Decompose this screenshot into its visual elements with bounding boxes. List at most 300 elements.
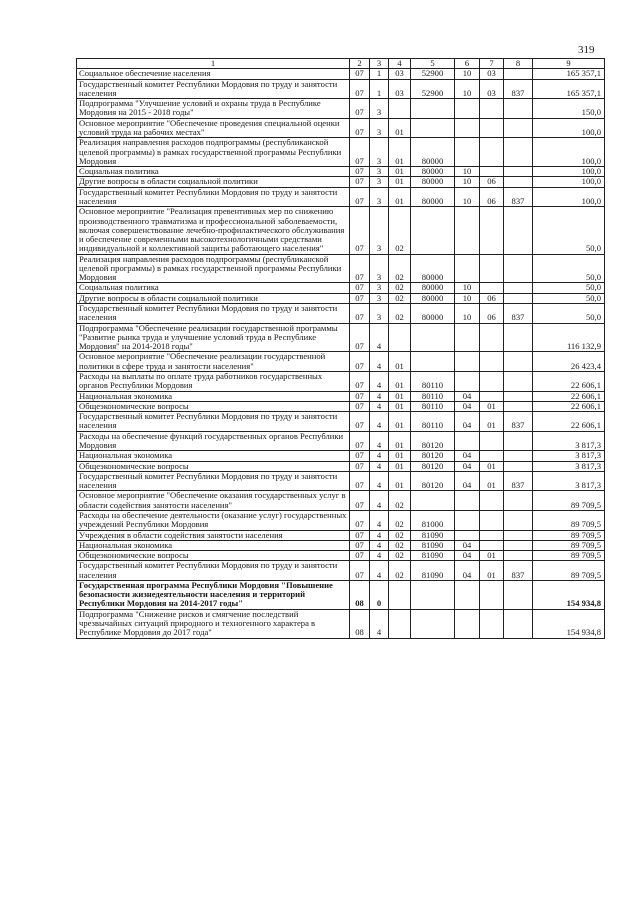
- row-name-cell: Национальная экономика: [77, 540, 350, 550]
- code-cell: [504, 491, 533, 511]
- code-cell: 4: [370, 491, 389, 511]
- code-cell: 06: [480, 187, 504, 207]
- amount-cell: 22 606,1: [533, 401, 605, 411]
- table-row: [77, 167, 605, 177]
- amount-cell: 50,0: [533, 293, 605, 303]
- code-cell: 01: [389, 167, 411, 177]
- code-cell: 837: [504, 79, 533, 99]
- code-cell: [504, 609, 533, 638]
- code-cell: 02: [389, 530, 411, 540]
- code-cell: 04: [455, 391, 480, 401]
- code-cell: [480, 391, 504, 401]
- code-cell: [455, 510, 480, 530]
- row-name-cell: Основное мероприятие "Реализация превентивных мер по снижению производственного травматизма и профессиональной заболеваемости, включая совершенствование лечебно-профилактического обслуживания и обеспечение современными высокотехнологичными средствами индивидуальной и коллективной защиты работающего населения": [77, 207, 350, 254]
- code-cell: 03: [389, 79, 411, 99]
- column-header: 9: [533, 59, 605, 69]
- code-cell: 80120: [411, 461, 455, 471]
- code-cell: [455, 352, 480, 372]
- code-cell: 07: [350, 352, 370, 372]
- amount-cell: 100,0: [533, 118, 605, 138]
- row-name-cell: Учреждения в области содействия занятости населения: [77, 530, 350, 540]
- code-cell: 10: [455, 293, 480, 303]
- code-cell: [504, 540, 533, 550]
- code-cell: 10: [455, 79, 480, 99]
- code-cell: 02: [389, 304, 411, 324]
- code-cell: 3: [370, 283, 389, 293]
- amount-cell: 154 934,8: [533, 580, 605, 609]
- code-cell: [504, 391, 533, 401]
- code-cell: 07: [350, 207, 370, 254]
- code-cell: [480, 510, 504, 530]
- budget-table: [76, 58, 605, 639]
- code-cell: 06: [480, 293, 504, 303]
- table-row: [77, 99, 605, 119]
- code-cell: [389, 323, 411, 352]
- amount-cell: 3 817,3: [533, 451, 605, 461]
- code-cell: 10: [455, 69, 480, 79]
- code-cell: [455, 580, 480, 609]
- code-cell: [504, 323, 533, 352]
- table-row: [77, 431, 605, 451]
- code-cell: 01: [389, 118, 411, 138]
- code-cell: 07: [350, 69, 370, 79]
- amount-cell: 100,0: [533, 177, 605, 187]
- code-cell: 07: [350, 79, 370, 99]
- code-cell: 07: [350, 461, 370, 471]
- code-cell: [455, 99, 480, 119]
- code-cell: 02: [389, 510, 411, 530]
- table-row: [77, 401, 605, 411]
- code-cell: [480, 530, 504, 540]
- code-cell: [455, 372, 480, 392]
- code-cell: [455, 431, 480, 451]
- code-cell: [411, 207, 455, 254]
- amount-cell: 116 132,9: [533, 323, 605, 352]
- code-cell: 10: [455, 167, 480, 177]
- code-cell: 80110: [411, 412, 455, 432]
- row-name-cell: Подпрограмма "Улучшение условий и охраны труда в Республике Мордовия на 2015 - 2018 годы": [77, 99, 350, 119]
- code-cell: 07: [350, 510, 370, 530]
- table-row: [77, 304, 605, 324]
- code-cell: [411, 118, 455, 138]
- code-cell: [455, 609, 480, 638]
- code-cell: 52900: [411, 79, 455, 99]
- row-name-cell: Другие вопросы в области социальной политики: [77, 293, 350, 303]
- code-cell: 4: [370, 510, 389, 530]
- code-cell: 02: [389, 551, 411, 561]
- code-cell: 3: [370, 304, 389, 324]
- amount-cell: 89 709,5: [533, 561, 605, 581]
- code-cell: 01: [480, 401, 504, 411]
- amount-cell: 50,0: [533, 207, 605, 254]
- code-cell: 07: [350, 99, 370, 119]
- amount-cell: 22 606,1: [533, 412, 605, 432]
- amount-cell: 165 357,1: [533, 79, 605, 99]
- code-cell: 07: [350, 254, 370, 283]
- code-cell: [480, 491, 504, 511]
- code-cell: 10: [455, 187, 480, 207]
- code-cell: 4: [370, 540, 389, 550]
- code-cell: 4: [370, 609, 389, 638]
- code-cell: [480, 283, 504, 293]
- amount-cell: 150,0: [533, 99, 605, 119]
- code-cell: 07: [350, 530, 370, 540]
- row-name-cell: Реализация направления расходов подпрограммы (республиканской целевой программы) в рамках государственной программы Республики Мордовия: [77, 138, 350, 167]
- code-cell: 01: [389, 471, 411, 491]
- code-cell: 4: [370, 431, 389, 451]
- code-cell: 07: [350, 167, 370, 177]
- code-cell: [480, 323, 504, 352]
- code-cell: 01: [389, 401, 411, 411]
- code-cell: 3: [370, 177, 389, 187]
- code-cell: [504, 372, 533, 392]
- amount-cell: 26 423,4: [533, 352, 605, 372]
- code-cell: 4: [370, 323, 389, 352]
- code-cell: 01: [480, 461, 504, 471]
- code-cell: 837: [504, 412, 533, 432]
- row-name-cell: Государственный комитет Республики Мордовия по труду и занятости населения: [77, 187, 350, 207]
- code-cell: 07: [350, 372, 370, 392]
- table-row: [77, 372, 605, 392]
- table-row: [77, 138, 605, 167]
- code-cell: 80120: [411, 431, 455, 451]
- code-cell: [411, 323, 455, 352]
- code-cell: 3: [370, 167, 389, 177]
- row-name-cell: Государственный комитет Республики Мордовия по труду и занятости населения: [77, 561, 350, 581]
- code-cell: [455, 491, 480, 511]
- table-row: [77, 412, 605, 432]
- code-cell: 01: [480, 561, 504, 581]
- code-cell: 01: [480, 412, 504, 432]
- code-cell: 80000: [411, 293, 455, 303]
- code-cell: 81090: [411, 530, 455, 540]
- row-name-cell: Государственный комитет Республики Мордовия по труду и занятости населения: [77, 412, 350, 432]
- row-name-cell: Другие вопросы в области социальной политики: [77, 177, 350, 187]
- code-cell: 07: [350, 412, 370, 432]
- code-cell: 10: [455, 177, 480, 187]
- code-cell: 01: [389, 138, 411, 167]
- code-cell: 80000: [411, 187, 455, 207]
- code-cell: [504, 530, 533, 540]
- code-cell: 01: [389, 177, 411, 187]
- code-cell: [480, 431, 504, 451]
- table-row: [77, 352, 605, 372]
- table-body: [77, 69, 605, 638]
- table-row: [77, 609, 605, 638]
- code-cell: 3: [370, 187, 389, 207]
- code-cell: 80000: [411, 167, 455, 177]
- code-cell: 80000: [411, 254, 455, 283]
- code-cell: 01: [389, 461, 411, 471]
- row-name-cell: Общеэкономические вопросы: [77, 461, 350, 471]
- code-cell: 80110: [411, 401, 455, 411]
- code-cell: 07: [350, 551, 370, 561]
- code-cell: 07: [350, 118, 370, 138]
- amount-cell: 50,0: [533, 254, 605, 283]
- code-cell: 80000: [411, 177, 455, 187]
- code-cell: [504, 451, 533, 461]
- code-cell: 81000: [411, 510, 455, 530]
- row-name-cell: Национальная экономика: [77, 451, 350, 461]
- code-cell: 03: [480, 79, 504, 99]
- code-cell: 3: [370, 207, 389, 254]
- column-header: 4: [389, 59, 411, 69]
- code-cell: 80000: [411, 138, 455, 167]
- code-cell: 07: [350, 304, 370, 324]
- code-cell: [504, 510, 533, 530]
- table-row: [77, 461, 605, 471]
- code-cell: [504, 352, 533, 372]
- row-name-cell: Социальное обеспечение населения: [77, 69, 350, 79]
- code-cell: 07: [350, 401, 370, 411]
- code-cell: [504, 167, 533, 177]
- amount-cell: 22 606,1: [533, 372, 605, 392]
- code-cell: [504, 69, 533, 79]
- row-name-cell: Реализация направления расходов подпрограммы (республиканской целевой программы) в рамках государственной программы Республики Мордовия: [77, 254, 350, 283]
- code-cell: 07: [350, 540, 370, 550]
- code-cell: 07: [350, 431, 370, 451]
- amount-cell: 89 709,5: [533, 491, 605, 511]
- code-cell: 04: [455, 561, 480, 581]
- table-row: [77, 323, 605, 352]
- code-cell: 02: [389, 561, 411, 581]
- code-cell: 07: [350, 471, 370, 491]
- code-cell: [411, 609, 455, 638]
- code-cell: [504, 551, 533, 561]
- table-row: [77, 187, 605, 207]
- code-cell: 80120: [411, 451, 455, 461]
- code-cell: [480, 609, 504, 638]
- code-cell: 07: [350, 561, 370, 581]
- code-cell: 06: [480, 177, 504, 187]
- code-cell: 01: [389, 451, 411, 461]
- code-cell: 10: [455, 283, 480, 293]
- code-cell: [480, 99, 504, 119]
- code-cell: [480, 118, 504, 138]
- code-cell: 04: [455, 412, 480, 432]
- code-cell: [389, 609, 411, 638]
- code-cell: 02: [389, 207, 411, 254]
- code-cell: 4: [370, 401, 389, 411]
- code-cell: 1: [370, 69, 389, 79]
- code-cell: [504, 431, 533, 451]
- amount-cell: 165 357,1: [533, 69, 605, 79]
- row-name-cell: Подпрограмма "Снижение рисков и смягчение последствий чрезвычайных ситуаций природного и техногенного характера в Республике Мордовия до 2017 года": [77, 609, 350, 638]
- code-cell: 4: [370, 391, 389, 401]
- code-cell: 01: [389, 187, 411, 207]
- code-cell: 03: [389, 69, 411, 79]
- code-cell: [504, 401, 533, 411]
- row-name-cell: Подпрограмма "Обеспечение реализации государственной программы "Развитие рынка труда и улучшение условий труда в Республике Мордовия" на 2014-2018 годы": [77, 323, 350, 352]
- code-cell: 81090: [411, 561, 455, 581]
- code-cell: 04: [455, 471, 480, 491]
- code-cell: 4: [370, 372, 389, 392]
- code-cell: [455, 138, 480, 167]
- code-cell: [480, 138, 504, 167]
- code-cell: [455, 323, 480, 352]
- code-cell: 4: [370, 412, 389, 432]
- table-row: [77, 283, 605, 293]
- row-name-cell: Социальная политика: [77, 283, 350, 293]
- code-cell: [389, 580, 411, 609]
- code-cell: 80000: [411, 283, 455, 293]
- table-row: [77, 254, 605, 283]
- code-cell: [480, 352, 504, 372]
- table-row: [77, 510, 605, 530]
- page-number: 319: [578, 44, 595, 56]
- code-cell: 01: [480, 551, 504, 561]
- code-cell: 04: [455, 540, 480, 550]
- row-name-cell: Национальная экономика: [77, 391, 350, 401]
- code-cell: [480, 451, 504, 461]
- code-cell: 80110: [411, 372, 455, 392]
- row-name-cell: Общеэкономические вопросы: [77, 551, 350, 561]
- code-cell: 04: [455, 401, 480, 411]
- row-name-cell: Основное мероприятие "Обеспечение реализации государственной политики в сфере труда и занятости населения": [77, 352, 350, 372]
- row-name-cell: Государственный комитет Республики Мордовия по труду и занятости населения: [77, 304, 350, 324]
- code-cell: [504, 580, 533, 609]
- code-cell: 07: [350, 491, 370, 511]
- code-cell: [480, 254, 504, 283]
- amount-cell: 3 817,3: [533, 461, 605, 471]
- code-cell: [504, 177, 533, 187]
- row-name-cell: Основное мероприятие "Обеспечение проведения специальной оценки условий труда на рабочих местах": [77, 118, 350, 138]
- code-cell: [504, 138, 533, 167]
- amount-cell: 3 817,3: [533, 471, 605, 491]
- code-cell: 80120: [411, 471, 455, 491]
- code-cell: [480, 580, 504, 609]
- code-cell: 02: [389, 293, 411, 303]
- code-cell: 04: [455, 461, 480, 471]
- row-name-cell: Государственный комитет Республики Мордовия по труду и занятости населения: [77, 79, 350, 99]
- table-row: [77, 451, 605, 461]
- code-cell: 01: [389, 352, 411, 372]
- table-row: [77, 118, 605, 138]
- amount-cell: 100,0: [533, 138, 605, 167]
- code-cell: 3: [370, 99, 389, 119]
- code-cell: 80000: [411, 304, 455, 324]
- code-cell: 07: [350, 138, 370, 167]
- code-cell: [504, 461, 533, 471]
- code-cell: 07: [350, 283, 370, 293]
- code-cell: 4: [370, 451, 389, 461]
- row-name-cell: Государственная программа Республики Мордовия "Повышение безопасности жизнедеятельности населения и территорий Республики Мордовия на 2014-2017 годы": [77, 580, 350, 609]
- code-cell: [389, 99, 411, 119]
- row-name-cell: Расходы на обеспечение функций государственных органов Республики Мордовия: [77, 431, 350, 451]
- table-header-row: [77, 59, 605, 69]
- table-row: [77, 471, 605, 491]
- amount-cell: 100,0: [533, 187, 605, 207]
- column-header: 2: [350, 59, 370, 69]
- code-cell: 04: [455, 451, 480, 461]
- code-cell: 4: [370, 471, 389, 491]
- code-cell: [455, 118, 480, 138]
- code-cell: 07: [350, 293, 370, 303]
- code-cell: [411, 580, 455, 609]
- code-cell: [504, 207, 533, 254]
- code-cell: 81090: [411, 551, 455, 561]
- code-cell: 3: [370, 138, 389, 167]
- column-header: 8: [504, 59, 533, 69]
- table-row: [77, 207, 605, 254]
- code-cell: 02: [389, 491, 411, 511]
- row-name-cell: Расходы на выплаты по оплате труда работников государственных органов Республики Мордовия: [77, 372, 350, 392]
- row-name-cell: Основное мероприятие "Обеспечение оказания государственных услуг в области содействия занятости населения": [77, 491, 350, 511]
- code-cell: 06: [480, 304, 504, 324]
- code-cell: [480, 207, 504, 254]
- code-cell: [504, 99, 533, 119]
- amount-cell: 22 606,1: [533, 391, 605, 401]
- table-row: [77, 491, 605, 511]
- code-cell: 07: [350, 187, 370, 207]
- code-cell: 4: [370, 461, 389, 471]
- code-cell: [411, 352, 455, 372]
- column-header: 3: [370, 59, 389, 69]
- table-row: [77, 391, 605, 401]
- amount-cell: 89 709,5: [533, 551, 605, 561]
- code-cell: 01: [389, 431, 411, 451]
- column-header: 7: [480, 59, 504, 69]
- row-name-cell: Расходы на обеспечение деятельности (оказание услуг) государственных учреждений Республики Мордовия: [77, 510, 350, 530]
- code-cell: 837: [504, 187, 533, 207]
- code-cell: 80110: [411, 391, 455, 401]
- row-name-cell: Социальная политика: [77, 167, 350, 177]
- column-header: 1: [77, 59, 350, 69]
- code-cell: 07: [350, 177, 370, 187]
- code-cell: 81090: [411, 540, 455, 550]
- amount-cell: 89 709,5: [533, 510, 605, 530]
- code-cell: [455, 254, 480, 283]
- code-cell: 04: [455, 551, 480, 561]
- code-cell: [504, 283, 533, 293]
- code-cell: 07: [350, 323, 370, 352]
- column-header: 5: [411, 59, 455, 69]
- code-cell: 08: [350, 580, 370, 609]
- code-cell: [504, 293, 533, 303]
- row-name-cell: Общеэкономические вопросы: [77, 401, 350, 411]
- table-row: [77, 293, 605, 303]
- code-cell: [504, 118, 533, 138]
- code-cell: 3: [370, 254, 389, 283]
- code-cell: 4: [370, 352, 389, 372]
- amount-cell: 89 709,5: [533, 540, 605, 550]
- table-row: [77, 540, 605, 550]
- column-header: 6: [455, 59, 480, 69]
- code-cell: [411, 99, 455, 119]
- code-cell: 3: [370, 118, 389, 138]
- amount-cell: 89 709,5: [533, 530, 605, 540]
- amount-cell: 50,0: [533, 283, 605, 293]
- code-cell: 01: [480, 471, 504, 491]
- code-cell: 08: [350, 609, 370, 638]
- table-row: [77, 79, 605, 99]
- code-cell: 01: [389, 372, 411, 392]
- code-cell: [411, 491, 455, 511]
- code-cell: 0: [370, 580, 389, 609]
- amount-cell: 100,0: [533, 167, 605, 177]
- code-cell: 02: [389, 283, 411, 293]
- table-row: [77, 530, 605, 540]
- code-cell: [480, 167, 504, 177]
- code-cell: 07: [350, 451, 370, 461]
- table-row: [77, 551, 605, 561]
- table-row: [77, 561, 605, 581]
- code-cell: 07: [350, 391, 370, 401]
- code-cell: 3: [370, 293, 389, 303]
- code-cell: [455, 530, 480, 540]
- code-cell: 837: [504, 561, 533, 581]
- code-cell: 01: [389, 412, 411, 432]
